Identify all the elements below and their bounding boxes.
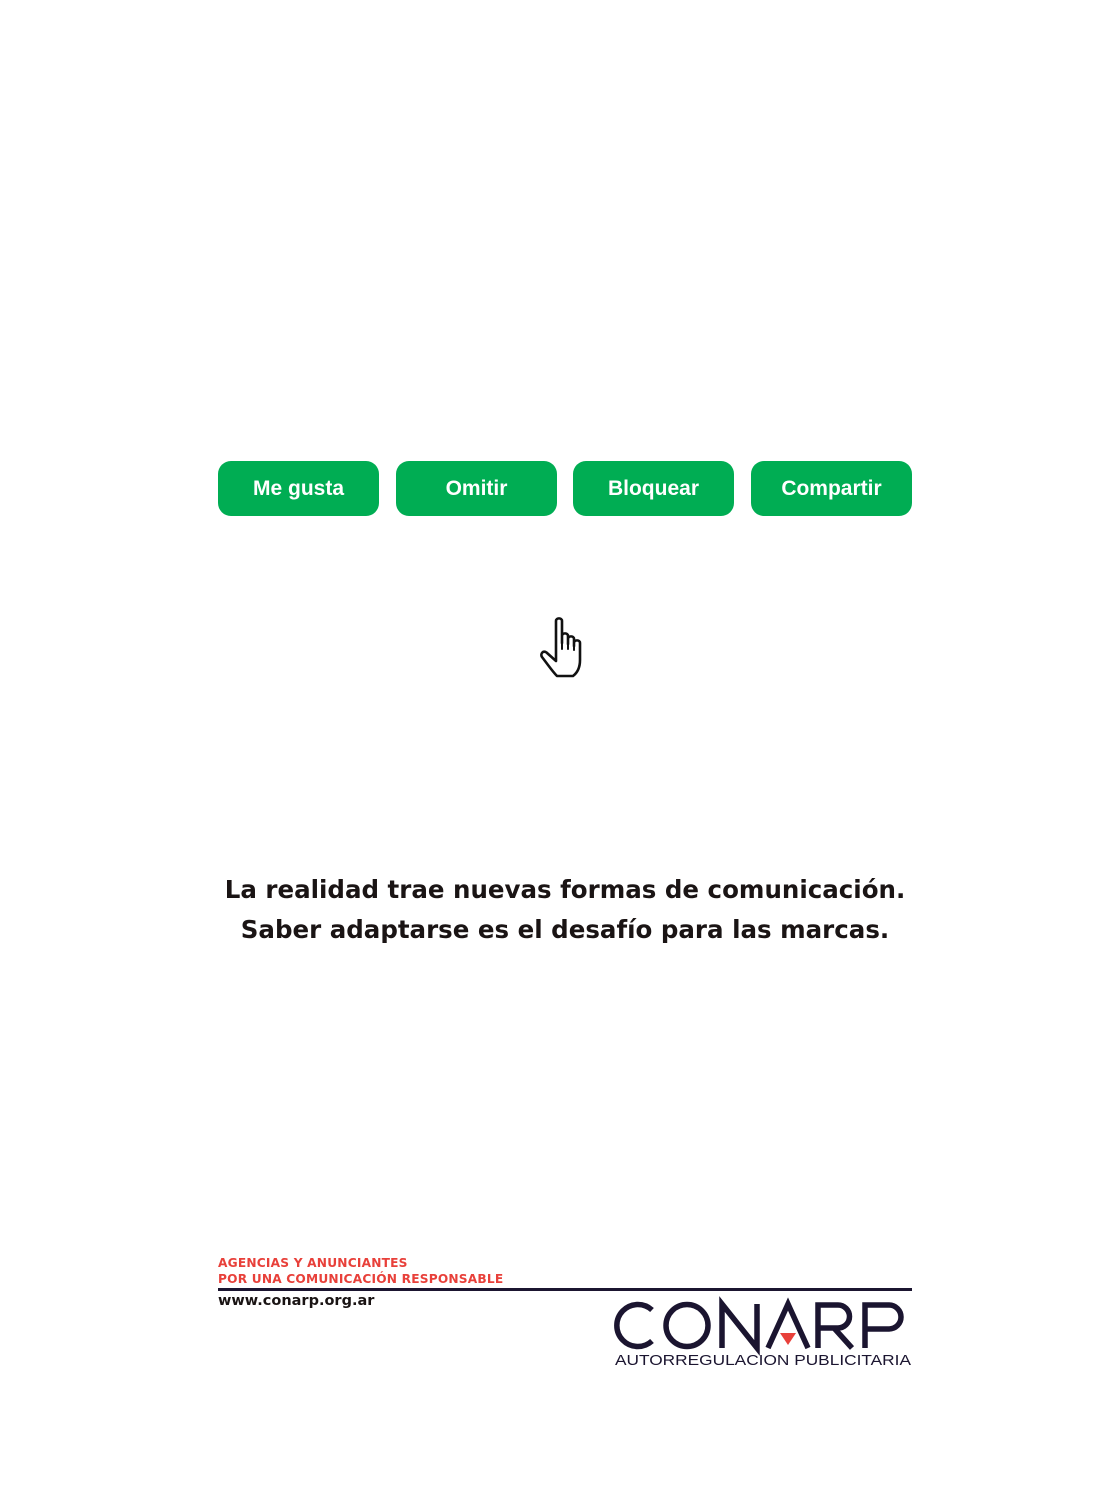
action-button-row (218, 461, 912, 516)
footer-divider (218, 1288, 912, 1291)
like-button[interactable]: Me gusta (218, 461, 379, 516)
skip-button[interactable]: Omitir (396, 461, 557, 516)
conarp-logo (612, 1296, 914, 1370)
footer-tagline-line-1: AGENCIAS Y ANUNCIANTES (218, 1256, 408, 1270)
hand-pointer-icon (538, 616, 596, 682)
footer-url: www.conarp.org.ar (218, 1293, 375, 1309)
headline (150, 870, 980, 950)
headline-line-1: La realidad trae nuevas formas de comunicación. (224, 875, 906, 904)
headline-line-2: Saber adaptarse es el desafío para las marcas. (240, 915, 890, 944)
footer-tagline-line-2: POR UNA COMUNICACIÓN RESPONSABLE (218, 1272, 504, 1286)
footer-tagline (218, 1255, 503, 1287)
svg-text:AUTORREGULACION PUBLICITARIA: AUTORREGULACION PUBLICITARIA (615, 1353, 912, 1369)
block-button[interactable]: Bloquear (573, 461, 734, 516)
share-button[interactable]: Compartir (751, 461, 912, 516)
